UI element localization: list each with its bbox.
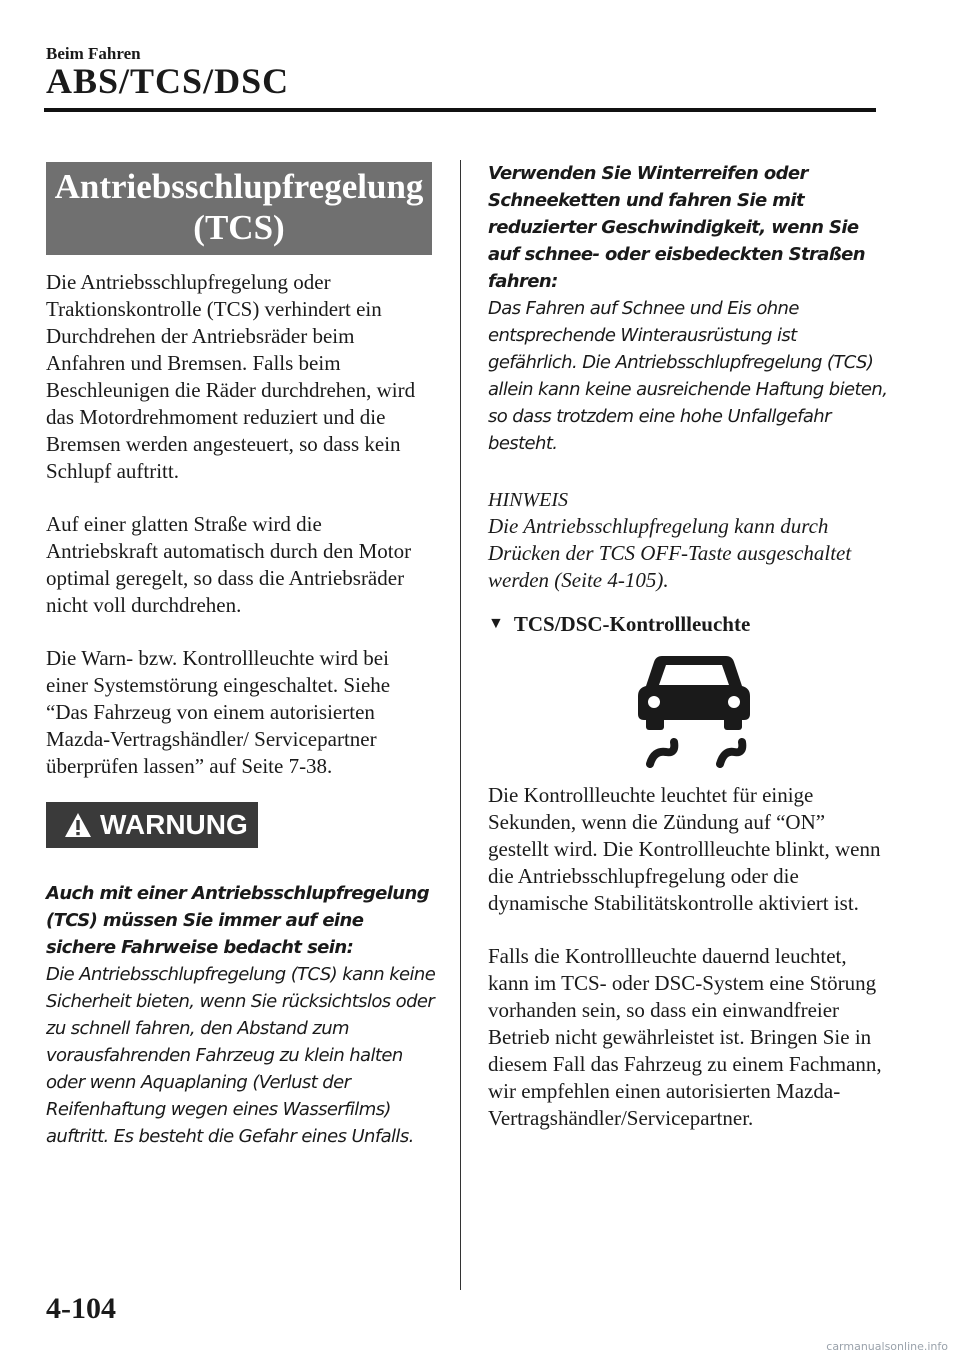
paragraph: Die Kontrollleuchte leuchtet für einige Sekunden, wenn die Zündung auf “ON” gestellt wird. Die Kontrollleuchte blinkt, wenn die Antriebsschlupfregelung oder die dynamische Stabilitätskontrolle aktiviert ist. xyxy=(488,783,881,915)
indicator-subheading-label: TCS/DSC-Kontrollleuchte xyxy=(513,612,751,636)
column-divider xyxy=(460,160,461,1290)
warning-continued-bold: Verwenden Sie Winterreifen oder Schneeketten und fahren Sie mit reduzierter Geschwindigkeit, wenn Sie auf schnee- oder eisbedeckten Straßen fahren: xyxy=(488,163,865,292)
warning-label: WARNUNG xyxy=(100,809,248,840)
right-column xyxy=(488,160,888,1158)
header-rule xyxy=(44,108,876,112)
paragraph: Die Warn- bzw. Kontrollleuchte wird bei einer Systemstörung eingeschaltet. Siehe “Das Fahrzeug von einem autorisierten Mazda-Vertragshändler/ Servicepartner überprüfen lassen” auf Seite 7-38. xyxy=(46,646,391,778)
note-heading: HINWEIS xyxy=(488,489,568,511)
warning-badge xyxy=(46,802,258,848)
section-title: ABS/TCS/DSC xyxy=(46,61,290,101)
warning-continued-body: Das Fahren auf Schnee und Eis ohne entsprechende Winterausrüstung ist gefährlich. Die Antriebsschlupfregelung (TCS) allein kann keine ausreichende Haftung bieten, so dass trotzdem eine hohe Unfallgefahr besteht. xyxy=(488,298,888,454)
warning-bold-text: Auch mit einer Antriebsschlupfregelung (TCS) müssen Sie immer auf eine sichere Fahrweise bedacht sein: xyxy=(46,883,430,958)
left-column xyxy=(46,162,436,1150)
warning-body-text: Die Antriebsschlupfregelung (TCS) kann keine Sicherheit bieten, wenn Sie rücksichtslos oder zu schnell fahren, den Abstand zum vorausfahrenden Fahrzeug zu klein halten oder wenn Aquaplaning (Verlust der Reifenhaftung wegen eines Wasserfilms) auftritt. Es besteht die Gefahr eines Unfalls. xyxy=(46,964,436,1147)
indicator-subheading xyxy=(488,610,888,638)
tcs-heading-line2: (TCS) xyxy=(193,208,285,247)
paragraph: Die Antriebsschlupfregelung oder Traktionskontrolle (TCS) verhindert ein Durchdrehen der Antriebsräder beim Anfahren und Bremsen. Falls beim Beschleunigen die Räder durchdrehen, wird das Motordrehmoment reduziert und die Bremsen werden angesteuert, so dass kein Schlupf auftritt. xyxy=(46,270,416,483)
warning-triangle-icon xyxy=(64,812,92,838)
tcs-heading xyxy=(46,162,432,255)
tcs-dsc-indicator-icon xyxy=(624,652,764,768)
note-text: Die Antriebsschlupfregelung kann durch Drücken der TCS OFF-Taste ausgeschaltet werden (Seite 4-105). xyxy=(488,514,852,592)
tcs-heading-line1: Antriebsschlupfregelung xyxy=(54,167,424,206)
triangle-down-icon: ▼ xyxy=(488,615,504,632)
page-number: 4-104 xyxy=(46,1292,116,1325)
footer-watermark: carmanualsonline.info xyxy=(826,1340,948,1353)
paragraph: Falls die Kontrollleuchte dauernd leuchtet, kann im TCS- oder DSC-System eine Störung vorhanden sein, so dass ein einwandfreier Betrieb nicht gewährleistet ist. Bringen Sie in diesem Fall das Fahrzeug zu einem Fachmann, wir empfehlen einen autorisierten Mazda-Vertragshändler/Servicepartner. xyxy=(488,944,882,1130)
paragraph: Auf einer glatten Straße wird die Antriebskraft automatisch durch den Motor optimal geregelt, so dass die Antriebsräder nicht voll durchdrehen. xyxy=(46,512,412,617)
chapter-label: Beim Fahren xyxy=(46,44,141,63)
